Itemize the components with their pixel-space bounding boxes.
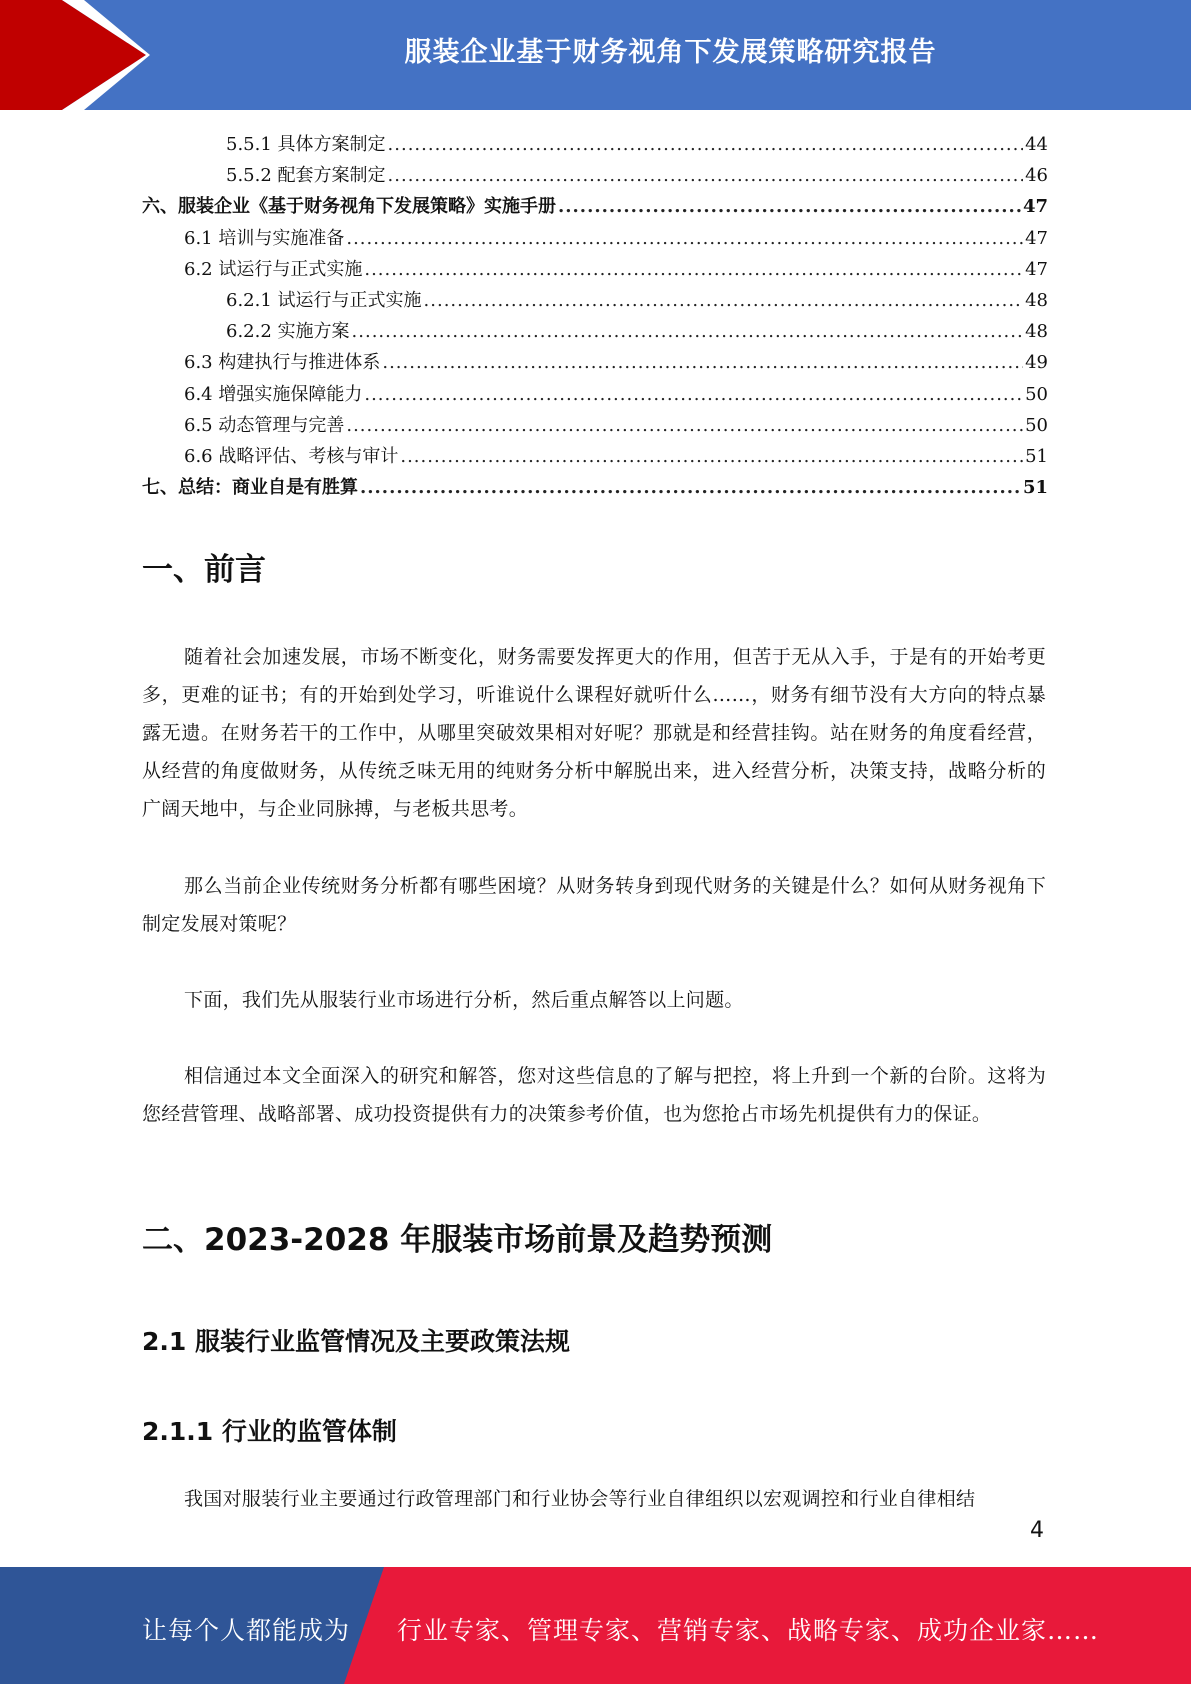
toc-entry-page: 44 — [1025, 134, 1048, 155]
toc-entry[interactable] — [142, 285, 1048, 316]
toc-entry-page: 51 — [1025, 445, 1048, 467]
toc-leader-dots — [388, 129, 1024, 160]
toc-entry-label: 六、服装企业《基于财务视角下发展策略》实施手册 — [142, 196, 556, 218]
toc-entry-label: 5.5.2 配套方案制定 — [226, 165, 386, 187]
toc-entry-page: 50 — [1025, 383, 1048, 405]
toc-leader-dots — [424, 285, 1024, 316]
toc-entry[interactable] — [142, 223, 1048, 254]
toc-entry-page: 47 — [1022, 196, 1048, 218]
toc-entry[interactable] — [142, 472, 1048, 503]
toc-entry-label: 6.3 构建执行与推进体系 — [184, 352, 381, 374]
toc-entry-page: 48 — [1025, 321, 1048, 343]
toc-leader-dots — [388, 160, 1024, 191]
footer-slogan-right: 行业专家、管理专家、营销专家、战略专家、成功企业家…… — [397, 1616, 1100, 1645]
toc-entry-page: 49 — [1025, 352, 1048, 374]
toc-leader-dots — [558, 191, 1021, 222]
toc-entry-label: 6.2 试运行与正式实施 — [184, 258, 363, 280]
toc-entry[interactable] — [142, 347, 1048, 378]
toc-entry[interactable] — [142, 379, 1048, 410]
toc-entry[interactable] — [142, 160, 1048, 191]
toc-entry-label: 6.2.1 试运行与正式实施 — [226, 289, 422, 311]
toc-leader-dots — [346, 410, 1023, 441]
toc-entry-label: 6.6 战略评估、考核与审计 — [184, 445, 399, 467]
toc-entry[interactable] — [142, 191, 1048, 222]
toc-entry-page: 47 — [1025, 227, 1048, 249]
toc-entry-label: 6.1 培训与实施准备 — [184, 227, 345, 249]
toc-entry-label: 6.4 增强实施保障能力 — [184, 383, 363, 405]
footer-slogan-left: 让每个人都能成为 — [142, 1616, 351, 1645]
toc-leader-dots — [352, 316, 1024, 347]
toc-entry-label: 6.2.2 实施方案 — [226, 321, 350, 343]
heading-preface: 一、前言 — [142, 552, 266, 588]
toc-entry-label: 6.5 动态管理与完善 — [184, 414, 345, 436]
toc-entry[interactable] — [142, 441, 1048, 472]
toc-leader-dots — [364, 254, 1023, 285]
toc-leader-dots — [346, 223, 1023, 254]
toc-entry[interactable] — [142, 410, 1048, 441]
toc-leader-dots — [382, 347, 1023, 378]
toc-leader-dots — [364, 379, 1023, 410]
header-title: 服装企业基于财务视角下发展策略研究报告 — [404, 37, 937, 68]
toc-entry-page: 51 — [1022, 477, 1048, 499]
toc-entry-page: 47 — [1025, 258, 1048, 280]
toc-entry[interactable] — [142, 316, 1048, 347]
heading-2-1-1: 2.1.1 行业的监管体制 — [142, 1417, 397, 1446]
page-number: 4 — [1030, 1518, 1044, 1543]
toc-entry-page: 50 — [1025, 414, 1048, 436]
toc-entry-label: 七、总结：商业自是有胜算 — [142, 477, 358, 499]
paragraph-regulation: 我国对服装行业主要通过行政管理部门和行业协会等行业自律组织以宏观调控和行业自律相结 — [184, 1488, 976, 1510]
toc-entry-page: 48 — [1025, 289, 1048, 311]
heading-section-2: 二、2023-2028 年服装市场前景及趋势预测 — [142, 1222, 773, 1258]
toc-entry-label: 5.5.1 具体方案制定 — [226, 134, 386, 155]
toc-entry[interactable] — [142, 129, 1048, 160]
heading-2-1: 2.1 服装行业监管情况及主要政策法规 — [142, 1327, 570, 1356]
page-header — [0, 0, 1191, 110]
paragraph-next: 下面，我们先从服装行业市场进行分析，然后重点解答以上问题。 — [184, 989, 744, 1011]
paragraph-intro: 随着社会加速发展，市场不断变化，财务需要发挥更大的作用，但苦于无从入手，于是有的开始考更多，更难的证书；有的开始到处学习，听谁说什么课程好就听什么……，财务有细节没有大方向的特点暴露无遗。在财务若干的工作中，从哪里突破效果相对好呢？那就是和经营挂钩。站在财务的角度看经营，从经营的角度做财务，从传统乏味无用的纯财务分析中解脱出来，进入经营分析，决策支持，战略分析的广阔天地中，与企业同脉搏，与老板共思考。 — [142, 646, 1046, 820]
toc-entry[interactable] — [142, 254, 1048, 285]
toc-leader-dots — [400, 441, 1023, 472]
paragraph-conclusion: 相信通过本文全面深入的研究和解答，您对这些信息的了解与把控，将上升到一个新的台阶。这将为您经营管理、战略部署、成功投资提供有力的决策参考价值，也为您抢占市场先机提供有力的保证。 — [142, 1065, 1046, 1125]
paragraph-questions: 那么当前企业传统财务分析都有哪些困境？从财务转身到现代财务的关键是什么？如何从财务视角下制定发展对策呢？ — [142, 875, 1046, 935]
toc-leader-dots — [360, 472, 1021, 503]
table-of-contents — [142, 129, 1048, 503]
page-footer — [0, 1567, 1191, 1684]
toc-entry-page: 46 — [1025, 165, 1048, 187]
